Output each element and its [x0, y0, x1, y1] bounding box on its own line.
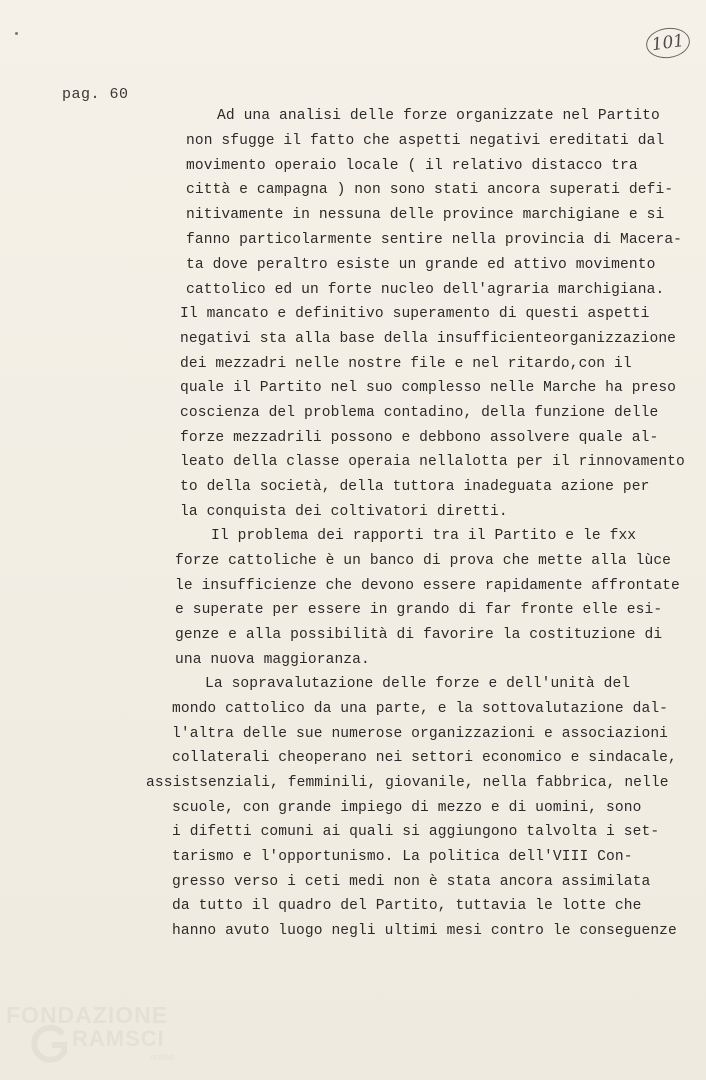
text-line: Il problema dei rapporti tra il Partito e le fxx	[211, 528, 637, 544]
text-line: genze e alla possibilità di favorire la costituzione di	[175, 627, 663, 643]
text-line: La sopravalutazione delle forze e dell'unità del	[205, 676, 631, 692]
text-line: forze mezzadrili possono e debbono assolvere quale al-	[180, 430, 659, 446]
text-line: città e campagna ) non sono stati ancora superati defi-	[186, 182, 674, 198]
text-line: Ad una analisi delle forze organizzate nel Partito	[217, 108, 660, 124]
text-line: quale il Partito nel suo complesso nelle Marche ha preso	[180, 380, 677, 396]
watermark-online: online	[150, 1052, 175, 1062]
text-line: e superate per essere in grando di far fronte elle esi-	[175, 602, 663, 618]
text-line: ta dove peraltro esiste un grande ed attivo movimento	[186, 257, 656, 273]
watermark-line1: FONDAZIONE	[6, 1002, 169, 1028]
text-line: l'altra delle sue numerose organizzazioni e associazioni	[172, 726, 669, 742]
text-line: hanno avuto luogo negli ultimi mesi contro le conseguenze	[172, 923, 677, 939]
text-line: mondo cattolico da una parte, e la sottovalutazione dal-	[172, 701, 669, 717]
text-line: forze cattoliche è un banco di prova che mette alla lùce	[175, 553, 672, 569]
text-line: nitivamente in nessuna delle province marchigiane e si	[186, 207, 665, 223]
text-line: la conquista dei coltivatori diretti.	[180, 504, 508, 520]
text-line: leato della classe operaia nellalotta per il rinnovamento	[180, 454, 685, 470]
text-line: tarismo e l'opportunismo. La politica dell'VIII Con-	[172, 849, 633, 865]
text-line: movimento operaio locale ( il relativo distacco tra	[186, 158, 638, 174]
watermark-logo	[0, 1000, 220, 1080]
text-line: scuole, con grande impiego di mezzo e di uomini, sono	[172, 800, 642, 816]
text-line: to della società, della tuttora inadeguata azione per	[180, 479, 650, 495]
text-line: dei mezzadri nelle nostre file e nel ritardo,con il	[180, 356, 632, 372]
watermark-line2: RAMSCI	[72, 1026, 165, 1051]
text-line: Il mancato e definitivo superamento di questi aspetti	[180, 306, 650, 322]
text-line: i difetti comuni ai quali si aggiungono talvolta i set-	[172, 824, 660, 840]
text-line: da tutto il quadro del Partito, tuttavia le lotte che	[172, 898, 642, 914]
text-line: fanno particolarmente sentire nella provincia di Macera-	[186, 232, 683, 248]
folio-stamp: 101	[644, 25, 692, 61]
text-line: una nuova maggioranza.	[175, 652, 370, 668]
page-label: pag. 60	[62, 86, 129, 103]
text-line: negativi sta alla base della insufficienteorganizzazione	[180, 331, 677, 347]
speck-mark	[15, 32, 18, 35]
text-line: collaterali cheoperano nei settori economico e sindacale,	[172, 750, 677, 766]
text-line: coscienza del problema contadino, della funzione delle	[180, 405, 659, 421]
watermark-g-icon	[30, 1024, 70, 1064]
text-line: gresso verso i ceti medi non è stata ancora assimilata	[172, 874, 651, 890]
text-line: non sfugge il fatto che aspetti negativi ereditati dal	[186, 133, 665, 149]
text-line: le insufficienze che devono essere rapidamente affrontate	[175, 578, 680, 594]
text-line: assistsenziali, femminili, giovanile, nella fabbrica, nelle	[146, 775, 669, 791]
text-line: cattolico ed un forte nucleo dell'agraria marchigiana.	[186, 282, 665, 298]
